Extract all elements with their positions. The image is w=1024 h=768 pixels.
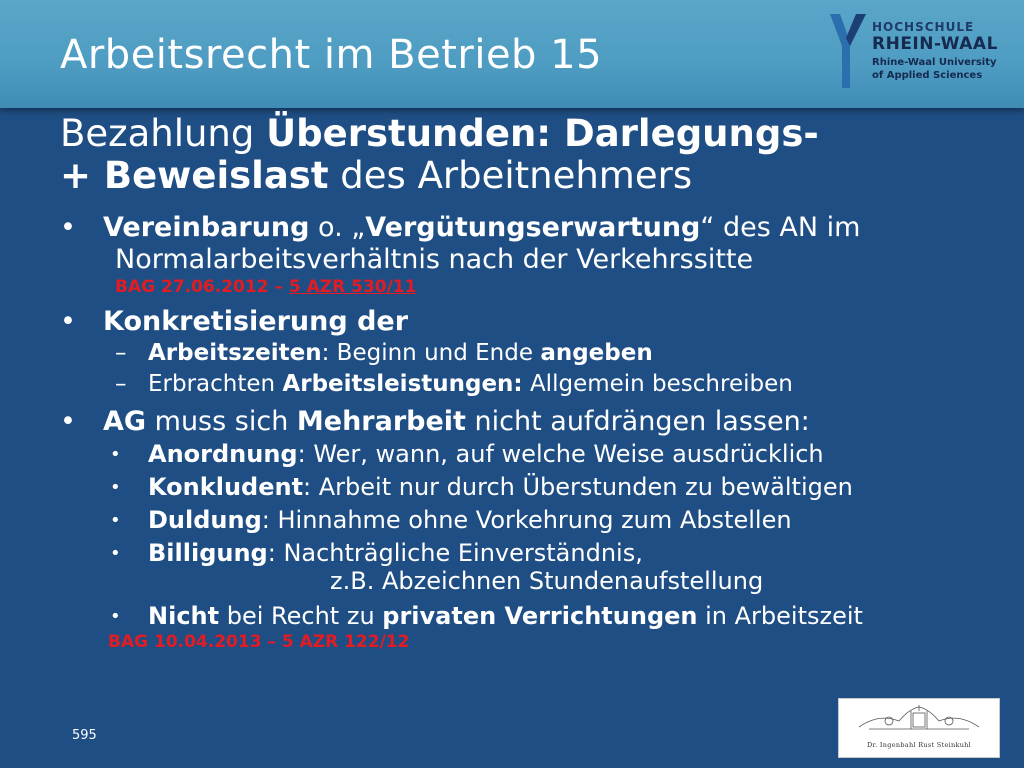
slide-subtitle <box>60 113 980 197</box>
text: “ des AN im <box>700 212 861 243</box>
text-bold: AG <box>103 406 147 437</box>
text-bold: angeben <box>540 340 653 366</box>
text: : Nachträgliche Einverständnis, <box>267 539 643 567</box>
text: : Wer, wann, auf welche Weise ausdrücklich <box>297 440 824 468</box>
text-bold: Mehrarbeit <box>296 406 466 437</box>
text-bold: Arbeitszeiten <box>148 340 322 366</box>
text: in Arbeitszeit <box>697 602 863 630</box>
bullet-dot-icon: • <box>110 543 121 564</box>
text: : Arbeit nur durch Überstunden zu bewältigen <box>303 473 853 501</box>
subtitle-part-1: Bezahlung <box>60 112 267 155</box>
sub-bullet-konkludent <box>60 471 1000 504</box>
text: Allgemein beschreiben <box>522 371 793 397</box>
bullet-dot-icon: • <box>60 212 76 243</box>
text-bold: Arbeitsleistungen: <box>282 371 523 397</box>
text-bold: Vereinbarung <box>103 212 310 243</box>
bullet-dot-icon: • <box>110 477 121 498</box>
slide-content <box>60 212 1000 653</box>
law-firm-name: Dr. Ingenbahl Rust Steinkuhl <box>866 741 972 749</box>
bullet-konkretisierung <box>60 306 1000 338</box>
text-bold: Konkludent <box>148 473 304 501</box>
slide-number: 595 <box>72 728 97 743</box>
text-bold: privaten Verrichtungen <box>382 602 698 630</box>
coat-of-arms-icon <box>839 699 999 741</box>
text: o. „ <box>309 212 366 243</box>
text: : Beginn und Ende <box>321 340 541 366</box>
text-bold: Anordnung <box>148 440 298 468</box>
text: bei Recht zu <box>219 602 383 630</box>
dash-icon: – <box>115 340 127 366</box>
text-bold: Nicht <box>148 602 220 630</box>
reference-text: BAG 27.06.2012 – <box>115 277 289 297</box>
slide-title: Arbeitsrecht im Betrieb 15 <box>60 32 603 78</box>
bullet-dot-icon: • <box>60 406 76 437</box>
text-bold: Duldung <box>148 506 262 534</box>
bullet-dot-icon: • <box>110 444 121 465</box>
text: : Hinnahme ohne Vorkehrung zum Abstellen <box>261 506 792 534</box>
bullet-vereinbarung <box>60 212 1000 244</box>
subtitle-bold-1: Überstunden: Darlegungs- <box>266 112 819 155</box>
text-bold: Konkretisierung der <box>103 306 409 337</box>
bullet-mehrarbeit <box>60 406 1000 438</box>
subtitle-part-2: des Arbeitnehmers <box>328 154 693 197</box>
law-firm-logo <box>838 698 1000 758</box>
sub-bullet-arbeitsleistungen <box>60 369 1000 400</box>
text: muss sich <box>146 406 297 437</box>
university-y-logo-icon <box>826 12 870 90</box>
sub-bullet-billigung-continuation: z.B. Abzeichnen Stundenaufstellung <box>330 567 764 595</box>
subtitle-bold-2: + Beweislast <box>60 154 329 197</box>
logo-line-1: HOCHSCHULE <box>872 20 975 34</box>
bullet-dot-icon: • <box>60 306 76 337</box>
logo-line-4: of Applied Sciences <box>872 70 983 81</box>
sub-bullet-anordnung <box>60 438 1000 471</box>
sub-bullet-duldung <box>60 504 1000 537</box>
text: Erbrachten <box>148 371 283 397</box>
sub-bullet-arbeitszeiten <box>60 338 1000 369</box>
logo-line-2: RHEIN-WAAL <box>872 34 998 54</box>
court-reference-2: BAG 10.04.2013 – 5 AZR 122/12 <box>108 632 410 652</box>
reference-link[interactable]: 5 AZR 530/11 <box>288 277 417 297</box>
text-bold: Billigung <box>148 539 268 567</box>
text-bold: Vergütungserwartung <box>365 212 701 243</box>
sub-bullet-billigung <box>60 537 1000 570</box>
bullet-dot-icon: • <box>110 510 121 531</box>
bullet-dot-icon: • <box>110 606 121 627</box>
logo-line-3: Rhine-Waal University <box>872 57 997 68</box>
text: nicht aufdrängen lassen: <box>465 406 810 437</box>
court-reference-1 <box>60 276 1000 298</box>
bullet-vereinbarung-continuation: Normalarbeitsverhältnis nach der Verkehrssitte <box>115 244 754 275</box>
sub-bullet-nicht <box>60 600 1000 633</box>
dash-icon: – <box>115 371 127 397</box>
hochschule-logo <box>826 12 1004 94</box>
